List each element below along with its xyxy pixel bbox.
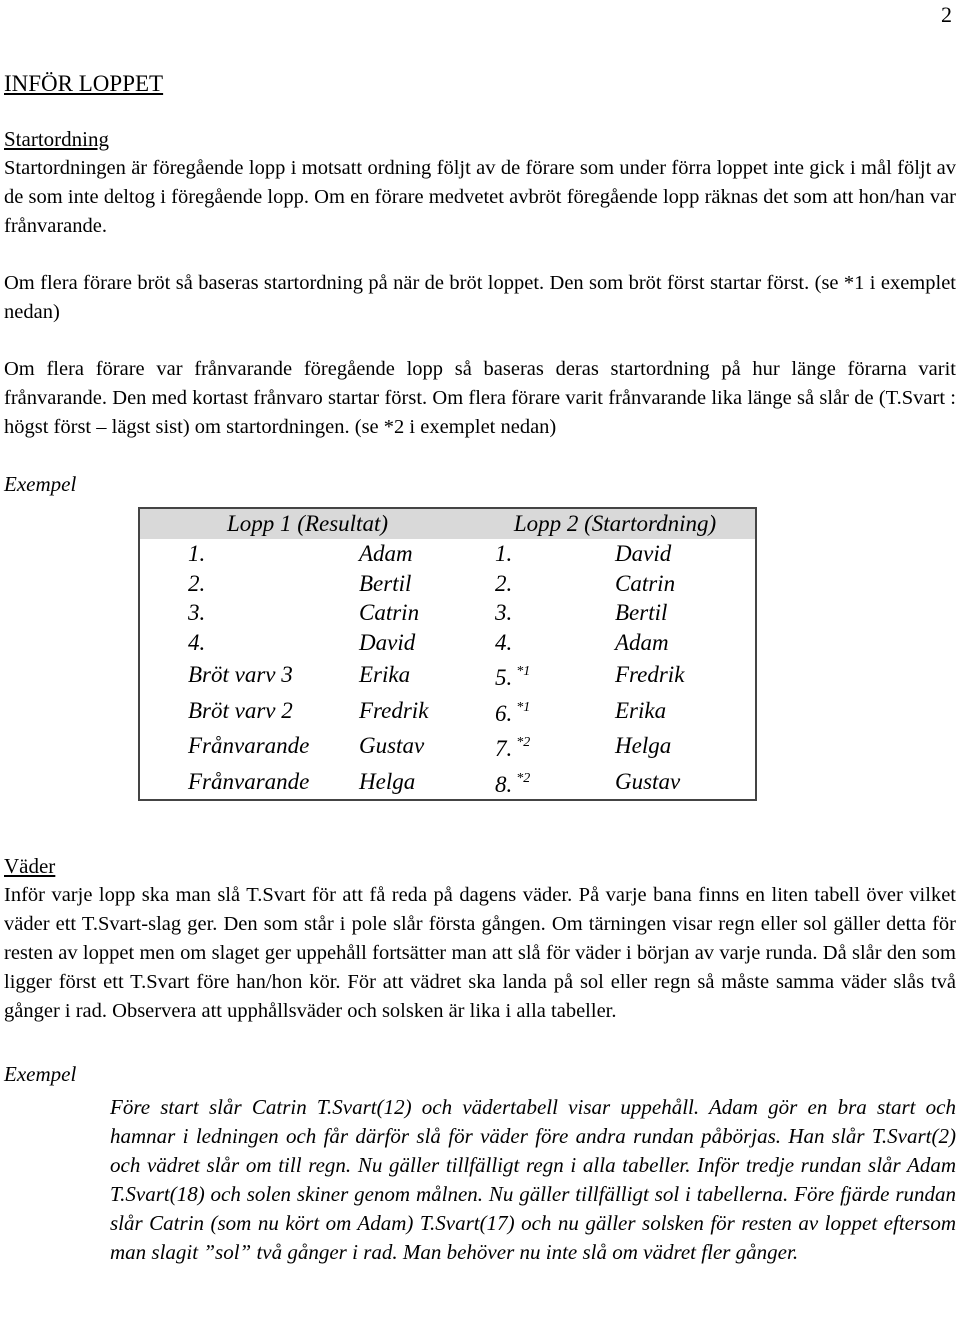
table-cell-lopp1-driver-text: David xyxy=(359,629,416,655)
table-cell-lopp1-place xyxy=(139,693,313,729)
table-cell-lopp1-driver xyxy=(313,598,475,628)
paragraph-vader: Inför varje lopp ska man slå T.Svart för att få reda på dagens väder. På varje bana finns en liten tabell över vilket väder ett T.Svart-slag ger. Den som står i pole slår första gången. Om tärningen visar regn eller sol gäller detta för resten av loppet men om slaget ger uppehåll fortsätter man att slå för väder i början av varje runda. Då slår den som ligger först ett T.Svart före han/hon kör. För att vädret ska landa på sol eller regn så måste samma väder slås två gånger i rad. Observera att upphållsväder och solsken är lika i alla tabeller. xyxy=(4,884,956,1022)
table-cell-lopp2-driver xyxy=(567,628,756,658)
table-cell-lopp2-driver xyxy=(567,598,756,628)
start-order-table xyxy=(138,507,757,801)
table-cell-lopp1-place xyxy=(139,628,313,658)
table-row xyxy=(139,628,756,658)
table-cell-lopp2-driver-text: Catrin xyxy=(615,570,676,596)
table-cell-lopp1-place xyxy=(139,764,313,801)
table-cell-lopp1-place-text: Frånvarande xyxy=(188,768,310,794)
table-cell-lopp2-driver xyxy=(567,539,756,569)
table-cell-lopp2-driver-text: Bertil xyxy=(615,600,668,625)
table-cell-lopp1-driver xyxy=(313,728,475,764)
table-cell-lopp2-driver xyxy=(567,693,756,729)
table-cell-lopp1-driver xyxy=(313,657,475,693)
table-cell-lopp1-place-text: 2. xyxy=(188,570,206,596)
table-cell-lopp1-place-text: 3. xyxy=(188,600,206,625)
table-cell-lopp2-place xyxy=(475,598,567,628)
section-title-startordning: Startordning xyxy=(4,127,109,151)
table-cell-lopp2-place xyxy=(475,764,567,801)
table-cell-lopp2-driver-text: Adam xyxy=(615,629,669,655)
table-cell-lopp1-driver-text: Helga xyxy=(359,768,416,794)
table-cell-lopp2-driver xyxy=(567,657,756,693)
table-row xyxy=(139,728,756,764)
start-order-table-wrap xyxy=(138,507,956,801)
table-cell-lopp2-driver-text: Helga xyxy=(615,733,672,758)
table-cell-lopp1-driver-text: Catrin xyxy=(359,600,420,625)
table-header-row xyxy=(139,508,756,539)
table-header-lopp2: Lopp 2 (Startordning) xyxy=(513,511,717,536)
table-row xyxy=(139,764,756,801)
table-cell-lopp2-place xyxy=(475,539,567,569)
example-label-1: Exempel xyxy=(4,472,77,496)
table-cell-lopp2-place xyxy=(475,693,567,729)
table-cell-lopp1-place-text: Bröt varv 3 xyxy=(188,662,293,687)
table-cell-lopp1-place-text: 4. xyxy=(188,629,206,655)
table-cell-lopp1-place xyxy=(139,569,313,599)
example-label-2: Exempel xyxy=(4,1062,77,1086)
page-heading: INFÖR LOPPET xyxy=(4,71,164,96)
table-cell-lopp2-place-text: 2. xyxy=(495,570,513,596)
table-cell-lopp2-driver-text: Gustav xyxy=(615,768,681,794)
paragraph-startordning-1: Startordningen är föregående lopp i motsatt ordning följt av de förare som under förra loppet inte gick i mål följt av de som inte deltog i föregående lopp. Om en förare medvetet avbröt föregående lopp räknas det som att hon/han var frånvarande. xyxy=(4,157,956,237)
table-cell-lopp1-driver xyxy=(313,764,475,801)
table-cell-lopp2-driver xyxy=(567,569,756,599)
table-cell-lopp1-driver xyxy=(313,539,475,569)
table-cell-lopp1-driver-text: Bertil xyxy=(359,570,412,596)
footnote-marker: *2 xyxy=(516,735,531,750)
table-cell-lopp1-driver xyxy=(313,693,475,729)
table-cell-lopp2-driver-text: Erika xyxy=(615,697,667,723)
table-row xyxy=(139,657,756,693)
table-row xyxy=(139,693,756,729)
footnote-marker: *1 xyxy=(516,699,531,715)
table-cell-lopp2-driver-text: Fredrik xyxy=(615,662,685,687)
table-cell-lopp1-driver-text: Gustav xyxy=(359,733,425,758)
section-title-vader: Väder xyxy=(4,854,56,878)
table-cell-lopp1-place xyxy=(139,539,313,569)
table-cell-lopp1-driver xyxy=(313,569,475,599)
table-row xyxy=(139,539,756,569)
footnote-marker: *1 xyxy=(516,664,531,679)
paragraph-startordning-3: Om flera förare var frånvarande föregående lopp så baseras deras startordning på hur länge förarna varit frånvarande. Den med kortast frånvaro startar först. Om flera förare varit frånvarande lika länge så slår de (T.Svart : högst först – lägst sist) om startordningen. (se *2 i exemplet nedan) xyxy=(4,358,956,438)
document-body xyxy=(4,66,956,1267)
table-cell-lopp1-place-text: Bröt varv 2 xyxy=(188,697,293,723)
table-header-lopp1: Lopp 1 (Resultat) xyxy=(227,511,388,536)
table-cell-lopp1-driver xyxy=(313,628,475,658)
table-cell-lopp1-place-text: Frånvarande xyxy=(188,733,310,758)
table-cell-lopp2-place xyxy=(475,728,567,764)
table-cell-lopp2-place-text: 8. xyxy=(495,771,513,797)
table-cell-lopp2-driver xyxy=(567,764,756,801)
table-body xyxy=(139,539,756,800)
table-cell-lopp2-place-text: 6. xyxy=(495,700,513,726)
paragraph-startordning-2: Om flera förare bröt så baseras startordning på när de bröt loppet. Den som bröt först startar först. (se *1 i exemplet nedan) xyxy=(4,272,956,323)
table-cell-lopp2-driver xyxy=(567,728,756,764)
table-cell-lopp2-place-text: 3. xyxy=(495,600,513,625)
table-cell-lopp1-driver-text: Erika xyxy=(359,662,411,687)
table-cell-lopp1-place xyxy=(139,657,313,693)
table-cell-lopp1-driver-text: Fredrik xyxy=(359,697,429,723)
weather-example-text: Före start slår Catrin T.Svart(12) och vädertabell visar uppehåll. Adam gör en bra start och hamnar i ledningen och får därför slå för väder före andra rundan påbörjas. Han slår T.Svart(2) och vädret slår om till regn. Nu gäller tillfälligt regn i alla tabeller. Inför tredje rundan slår Adam T.Svart(18) och solen skiner genom målnen. Nu gäller tillfälligt sol i tabellerna. Före fjärde rundan slår Catrin (som nu kört om Adam) T.Svart(17) och nu gäller solsken för resten av loppet eftersom man slagit ”sol” två gånger i rad. Man behöver nu inte slå om vädret fler gånger. xyxy=(110,1095,956,1264)
footnote-marker: *2 xyxy=(516,770,531,786)
table-cell-lopp1-place xyxy=(139,598,313,628)
table-cell-lopp1-place xyxy=(139,728,313,764)
table-cell-lopp2-place-text: 7. xyxy=(495,736,513,761)
table-row xyxy=(139,569,756,599)
table-row xyxy=(139,598,756,628)
table-cell-lopp2-place-text: 1. xyxy=(495,541,513,566)
table-cell-lopp2-place xyxy=(475,657,567,693)
table-cell-lopp1-driver-text: Adam xyxy=(359,541,413,566)
table-cell-lopp2-driver-text: David xyxy=(615,541,672,566)
table-cell-lopp2-place xyxy=(475,569,567,599)
table-cell-lopp2-place-text: 5. xyxy=(495,665,513,690)
table-cell-lopp1-place-text: 1. xyxy=(188,541,206,566)
table-cell-lopp2-place-text: 4. xyxy=(495,629,513,655)
table-cell-lopp2-place xyxy=(475,628,567,658)
page-number: 2 xyxy=(941,2,952,27)
